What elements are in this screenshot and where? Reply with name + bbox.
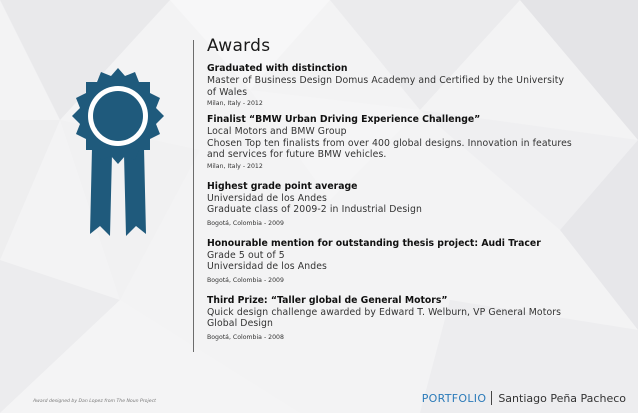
award-ribbon-icon <box>64 66 172 242</box>
award-detail: Quick design challenge awarded by Edward T. Welburn, VP General Motors <box>207 306 562 318</box>
award-location-date: Bogotá, Colombia - 2009 <box>207 276 284 284</box>
footer-author-name: Santiago Peña Pacheco <box>498 391 626 405</box>
ribbon-tail-right <box>124 148 146 236</box>
award-heading: Honourable mention for outstanding thesis project: Audi Tracer <box>207 237 541 249</box>
award-heading: Highest grade point average <box>207 180 358 192</box>
award-detail: Chosen Top ten finalists from over 400 global designs. Innovation in features <box>207 137 572 149</box>
award-item <box>207 295 627 342</box>
award-item <box>207 181 627 228</box>
award-heading: Third Prize: “Taller global de General Motors” <box>207 294 448 306</box>
award-detail: Grade 5 out of 5 <box>207 249 285 261</box>
award-detail: Graduate class of 2009-2 in Industrial Design <box>207 204 422 215</box>
award-detail: Global Design <box>207 318 274 329</box>
footer-separator <box>491 391 492 405</box>
award-detail: Master of Business Design Domus Academy and Certified by the University <box>207 75 565 86</box>
award-detail: of Wales <box>207 86 248 98</box>
icon-credit: Award designed by Dan Lopez from The Noun Project <box>33 399 156 404</box>
award-detail: and services for future BMW vehicles. <box>207 149 387 160</box>
section-title: Awards <box>207 36 271 56</box>
award-location-date: Bogotá, Colombia - 2008 <box>207 333 284 341</box>
vertical-divider <box>193 40 194 352</box>
award-detail: Universidad de los Andes <box>207 192 327 204</box>
footer <box>422 391 626 405</box>
award-detail: Local Motors and BMW Group <box>207 126 347 137</box>
awards-section <box>207 36 627 348</box>
award-location-date: Bogotá, Colombia - 2009 <box>207 219 284 227</box>
award-item <box>207 238 627 285</box>
award-heading: Graduated with distinction <box>207 63 348 74</box>
award-item <box>207 63 627 108</box>
award-detail: Universidad de los Andes <box>207 261 327 272</box>
award-heading: Finalist “BMW Urban Driving Experience Challenge” <box>207 114 481 125</box>
award-item <box>207 114 627 171</box>
ribbon-tail-left <box>90 148 112 236</box>
award-location-date: Milan, Italy - 2012 <box>207 162 263 170</box>
award-location-date: Milan, Italy - 2012 <box>207 100 263 107</box>
footer-portfolio-label: PORTFOLIO <box>421 391 487 405</box>
